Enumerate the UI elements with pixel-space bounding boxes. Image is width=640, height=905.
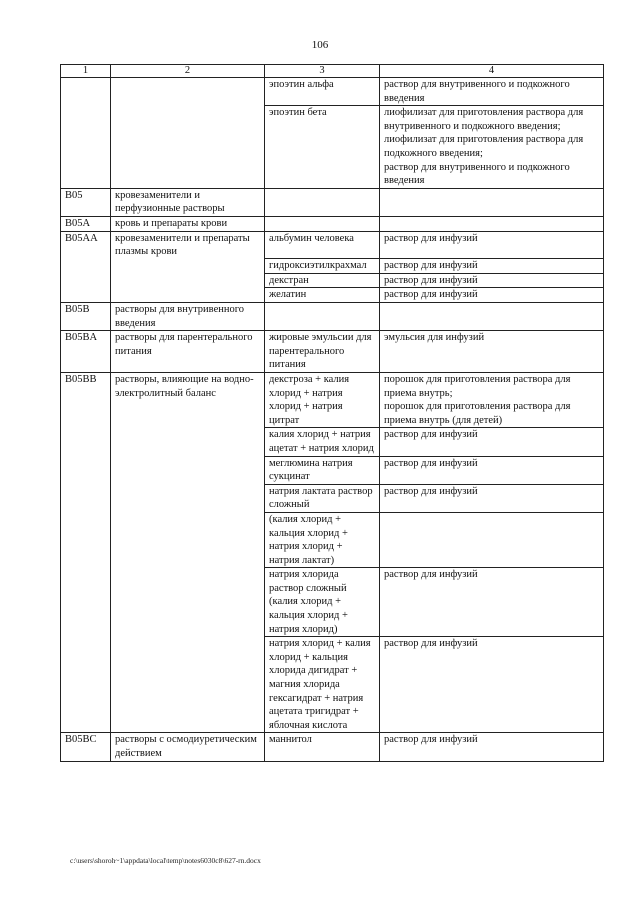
atc-code-cell (61, 106, 111, 189)
dosage-form-cell: порошок для приготовления раствора для приема внутрь; порошок для приготовления раствора для приема внутрь (для детей) (380, 372, 604, 427)
dosage-form-cell: раствор для инфузий (380, 428, 604, 456)
atc-code-cell: B05A (61, 216, 111, 231)
drug-name-cell: эпоэтин бета (265, 106, 380, 189)
group-name-cell: кровезаменители и препараты плазмы крови (111, 231, 265, 259)
atc-code-cell (61, 288, 111, 303)
atc-code-cell (61, 428, 111, 456)
table-row (61, 188, 604, 216)
table-row (61, 637, 604, 733)
table-row (61, 303, 604, 331)
atc-code-cell: B05BC (61, 733, 111, 761)
dosage-form-cell: раствор для инфузий (380, 231, 604, 259)
drug-name-cell: натрия лактата раствор сложный (265, 484, 380, 512)
drug-name-cell: натрия хлорид + калия хлорид + кальция хлорида дигидрат + магния хлорида гексагидрат + натрия ацетата тригидрат + яблочная кислота (265, 637, 380, 733)
table-row (61, 78, 604, 106)
group-name-cell: растворы с осмодиуретическим действием (111, 733, 265, 761)
table-row (61, 512, 604, 567)
atc-code-cell: B05BB (61, 372, 111, 427)
drug-name-cell (265, 303, 380, 331)
atc-code-cell: B05BA (61, 331, 111, 373)
column-header-1: 1 (61, 65, 111, 78)
group-name-cell (111, 512, 265, 567)
table-row (61, 259, 604, 274)
atc-code-cell (61, 512, 111, 567)
atc-code-cell (61, 456, 111, 484)
file-path-footer: c:\users\shoroh~1\appdata\local\temp\notes6030c8\627-rn.docx (70, 856, 261, 865)
table-row (61, 231, 604, 259)
dosage-form-cell (380, 303, 604, 331)
table-row (61, 733, 604, 761)
group-name-cell (111, 456, 265, 484)
group-name-cell: кровь и препараты крови (111, 216, 265, 231)
atc-code-cell (61, 273, 111, 288)
dosage-form-cell: эмульсия для инфузий (380, 331, 604, 373)
dosage-form-cell: раствор для инфузий (380, 568, 604, 637)
drug-name-cell: желатин (265, 288, 380, 303)
table-row (61, 288, 604, 303)
group-name-cell: растворы для парентерального питания (111, 331, 265, 373)
dosage-form-cell (380, 512, 604, 567)
group-name-cell (111, 106, 265, 189)
group-name-cell: растворы для внутривенного введения (111, 303, 265, 331)
group-name-cell (111, 259, 265, 274)
atc-code-cell (61, 568, 111, 637)
dosage-form-cell (380, 188, 604, 216)
drug-name-cell: маннитол (265, 733, 380, 761)
group-name-cell: кровезаменители и перфузионные растворы (111, 188, 265, 216)
table-row (61, 106, 604, 189)
dosage-form-cell: раствор для инфузий (380, 484, 604, 512)
table-row (61, 456, 604, 484)
table-body (61, 78, 604, 762)
table-row (61, 372, 604, 427)
atc-code-cell: B05B (61, 303, 111, 331)
group-name-cell (111, 568, 265, 637)
atc-code-cell (61, 637, 111, 733)
drug-name-cell: декстроза + калия хлорид + натрия хлорид + натрия цитрат (265, 372, 380, 427)
dosage-form-cell: раствор для внутривенного и подкожного введения (380, 78, 604, 106)
table-row (61, 568, 604, 637)
atc-code-cell: B05AA (61, 231, 111, 259)
drug-name-cell: декстран (265, 273, 380, 288)
atc-code-cell: B05 (61, 188, 111, 216)
drug-name-cell: меглюмина натрия сукцинат (265, 456, 380, 484)
column-header-4: 4 (380, 65, 604, 78)
atc-code-cell (61, 78, 111, 106)
drug-name-cell: жировые эмульсии для парентерального питания (265, 331, 380, 373)
table-row (61, 216, 604, 231)
page-number: 106 (311, 39, 329, 51)
drug-name-cell: калия хлорид + натрия ацетат + натрия хлорид (265, 428, 380, 456)
drug-name-cell (265, 188, 380, 216)
drug-name-cell: натрия хлорида раствор сложный (калия хлорид + кальция хлорид + натрия хлорид) (265, 568, 380, 637)
group-name-cell (111, 78, 265, 106)
medicines-table (60, 64, 604, 762)
table-row (61, 484, 604, 512)
dosage-form-cell: раствор для инфузий (380, 288, 604, 303)
group-name-cell (111, 428, 265, 456)
dosage-form-cell: раствор для инфузий (380, 733, 604, 761)
group-name-cell (111, 484, 265, 512)
group-name-cell (111, 288, 265, 303)
atc-code-cell (61, 484, 111, 512)
table-row (61, 273, 604, 288)
drug-name-cell: альбумин человека (265, 231, 380, 259)
table-row (61, 331, 604, 373)
dosage-form-cell: раствор для инфузий (380, 259, 604, 274)
dosage-form-cell: раствор для инфузий (380, 273, 604, 288)
atc-code-cell (61, 259, 111, 274)
drug-name-cell: эпоэтин альфа (265, 78, 380, 106)
column-header-3: 3 (265, 65, 380, 78)
group-name-cell: растворы, влияющие на водно-электролитный баланс (111, 372, 265, 427)
dosage-form-cell: лиофилизат для приготовления раствора для внутривенного и подкожного введения; лиофилизат для приготовления раствора для подкожного введения; раствор для внутривенного и подкожного введения (380, 106, 604, 189)
drug-name-cell: гидроксиэтилкрахмал (265, 259, 380, 274)
table-header-row (61, 65, 604, 78)
group-name-cell (111, 273, 265, 288)
drug-name-cell (265, 216, 380, 231)
dosage-form-cell (380, 216, 604, 231)
dosage-form-cell: раствор для инфузий (380, 456, 604, 484)
dosage-form-cell: раствор для инфузий (380, 637, 604, 733)
table-row (61, 428, 604, 456)
column-header-2: 2 (111, 65, 265, 78)
group-name-cell (111, 637, 265, 733)
drug-name-cell: (калия хлорид + кальция хлорид + натрия хлорид + натрия лактат) (265, 512, 380, 567)
